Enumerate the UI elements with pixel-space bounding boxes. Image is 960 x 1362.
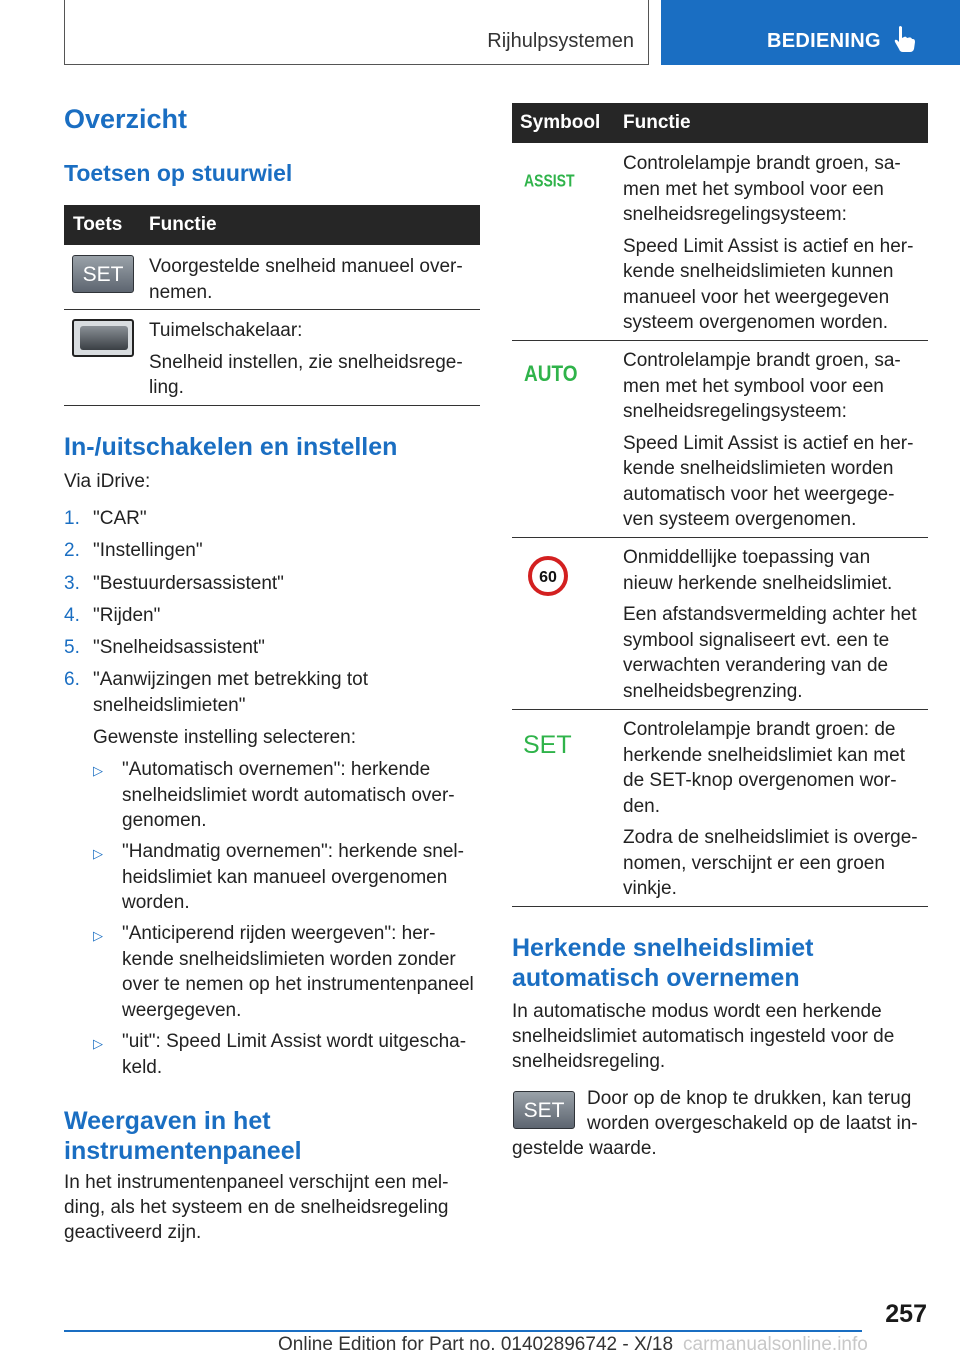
assist-indicator-icon: ASSIST [524, 170, 575, 190]
watermark: carmanualsonline.info [683, 1334, 868, 1355]
table-divider [512, 537, 928, 538]
section-heading: In-/uitschakelen en instellen [64, 433, 398, 461]
header-section-title: Rijhulpsystemen [487, 30, 634, 52]
header-chapter-box [661, 0, 960, 65]
bullet-marker: ▷ [93, 928, 103, 943]
list-item: "Anticiperend rijden weergeven": her- kende snelheidslimieten worden zonder over te nemen op het instrumentenpaneel weergegeven. [122, 923, 474, 1021]
list-item: "Rijden" [93, 605, 161, 626]
section-subtitle: Toetsen op stuurwiel [64, 160, 293, 186]
paragraph: In automatische modus wordt een herkende snelheidslimiet automatisch ingesteld voor de snelheidsregeling. [512, 1001, 895, 1072]
header-section-box [64, 0, 649, 65]
step-number: 5. [64, 637, 80, 658]
table-divider [512, 709, 928, 710]
step-number: 4. [64, 605, 80, 626]
header-chapter-title: BEDIENING [767, 30, 881, 52]
step-number: 6. [64, 669, 80, 690]
table-divider [64, 405, 480, 406]
set-key-icon: SET [72, 255, 134, 293]
list-item: "CAR" [93, 508, 147, 529]
table-header-function: Functie [623, 112, 691, 133]
page-number: 257 [885, 1300, 927, 1328]
page-title: Overzicht [64, 104, 188, 134]
table-divider [512, 340, 928, 341]
auto-indicator-icon: AUTO [524, 362, 578, 387]
table-row: Controlelampje brandt groen, sa- men met het symbool voor een snelheidsregelingsysteem: Speed Limit Assist is actief en her- kende snelheidslimieten kunnen manueel voor het weergegeven systeem overgenomen worden. [623, 153, 914, 333]
list-item: "Automatisch overnemen": herkende snelheidslimiet wordt automatisch over- genomen. [122, 759, 455, 831]
paragraph: Gewenste instelling selecteren: [93, 727, 356, 748]
footer-divider [64, 1330, 862, 1332]
section-heading: Herkende snelheidslimiet automatisch overnemen [512, 934, 814, 992]
list-item: "Aanwijzingen met betrekking tot snelheidslimieten" [93, 669, 368, 716]
speed-limit-sign-icon [528, 556, 568, 596]
bullet-marker: ▷ [93, 763, 103, 778]
table-row: Onmiddellijke toepassing van nieuw herkende snelheidslimiet. Een afstandsvermelding achter het symbool signaliseert evt. een te verwachten verandering van de snelheidsbegrenzing. [623, 547, 917, 702]
table-divider [64, 309, 480, 310]
svg-text:60: 60 [539, 569, 557, 586]
table-header-key: Toets [73, 214, 123, 235]
step-number: 2. [64, 540, 80, 561]
bullet-marker: ▷ [93, 846, 103, 861]
step-number: 3. [64, 573, 80, 594]
rocker-switch-icon [72, 319, 134, 357]
paragraph: Door op de knop te drukken, kan terug worden overgeschakeld op de laatst in- [587, 1088, 918, 1134]
list-item: "Instellingen" [93, 540, 203, 561]
list-item: "Bestuurdersassistent" [93, 573, 284, 594]
paragraph: gestelde waarde. [512, 1138, 657, 1159]
paragraph: Via iDrive: [64, 471, 151, 492]
table-row: Tuimelschakelaar: Snelheid instellen, zie snelheidsrege- ling. [149, 320, 463, 398]
bullet-marker: ▷ [93, 1036, 103, 1051]
pointing-hand-icon [894, 25, 916, 53]
step-number: 1. [64, 508, 80, 529]
table-row: Controlelampje brandt groen: de herkende snelheidslimiet kan met de SET-knop overgenomen wor- den. Zodra de snelheidslimiet is overge- nomen, verschijnt er een groen vinkje. [623, 719, 918, 899]
table-header [512, 103, 928, 143]
table-header-function: Functie [149, 214, 217, 235]
table-row: Voorgestelde snelheid manueel over- nemen. [149, 256, 463, 303]
list-item: "Snelheidsassistent" [93, 637, 265, 658]
table-header-symbol: Symbool [520, 112, 601, 133]
paragraph: In het instrumentenpaneel verschijnt een mel- ding, als het systeem en de snelheidsregeling geactiveerd zijn. [64, 1172, 449, 1243]
table-divider [512, 906, 928, 907]
footer-edition: Online Edition for Part no. 01402896742 - X/18 [278, 1334, 674, 1355]
table-row: Controlelampje brandt groen, sa- men met het symbool voor een snelheidsregelingsysteem: Speed Limit Assist is actief en her- kende snelheidslimieten worden automatisch voor het weergege- ven systeem overgenomen. [623, 350, 914, 530]
set-key-icon: SET [513, 1091, 575, 1129]
set-indicator-icon: SET [523, 731, 572, 759]
table-header [64, 205, 480, 245]
list-item: "Handmatig overnemen": herkende snel- heidslimiet kan manueel overgenomen worden. [122, 841, 464, 913]
list-item: "uit": Speed Limit Assist wordt uitgescha- keld. [122, 1031, 467, 1078]
section-heading: Weergaven in het instrumentenpaneel [64, 1107, 302, 1165]
